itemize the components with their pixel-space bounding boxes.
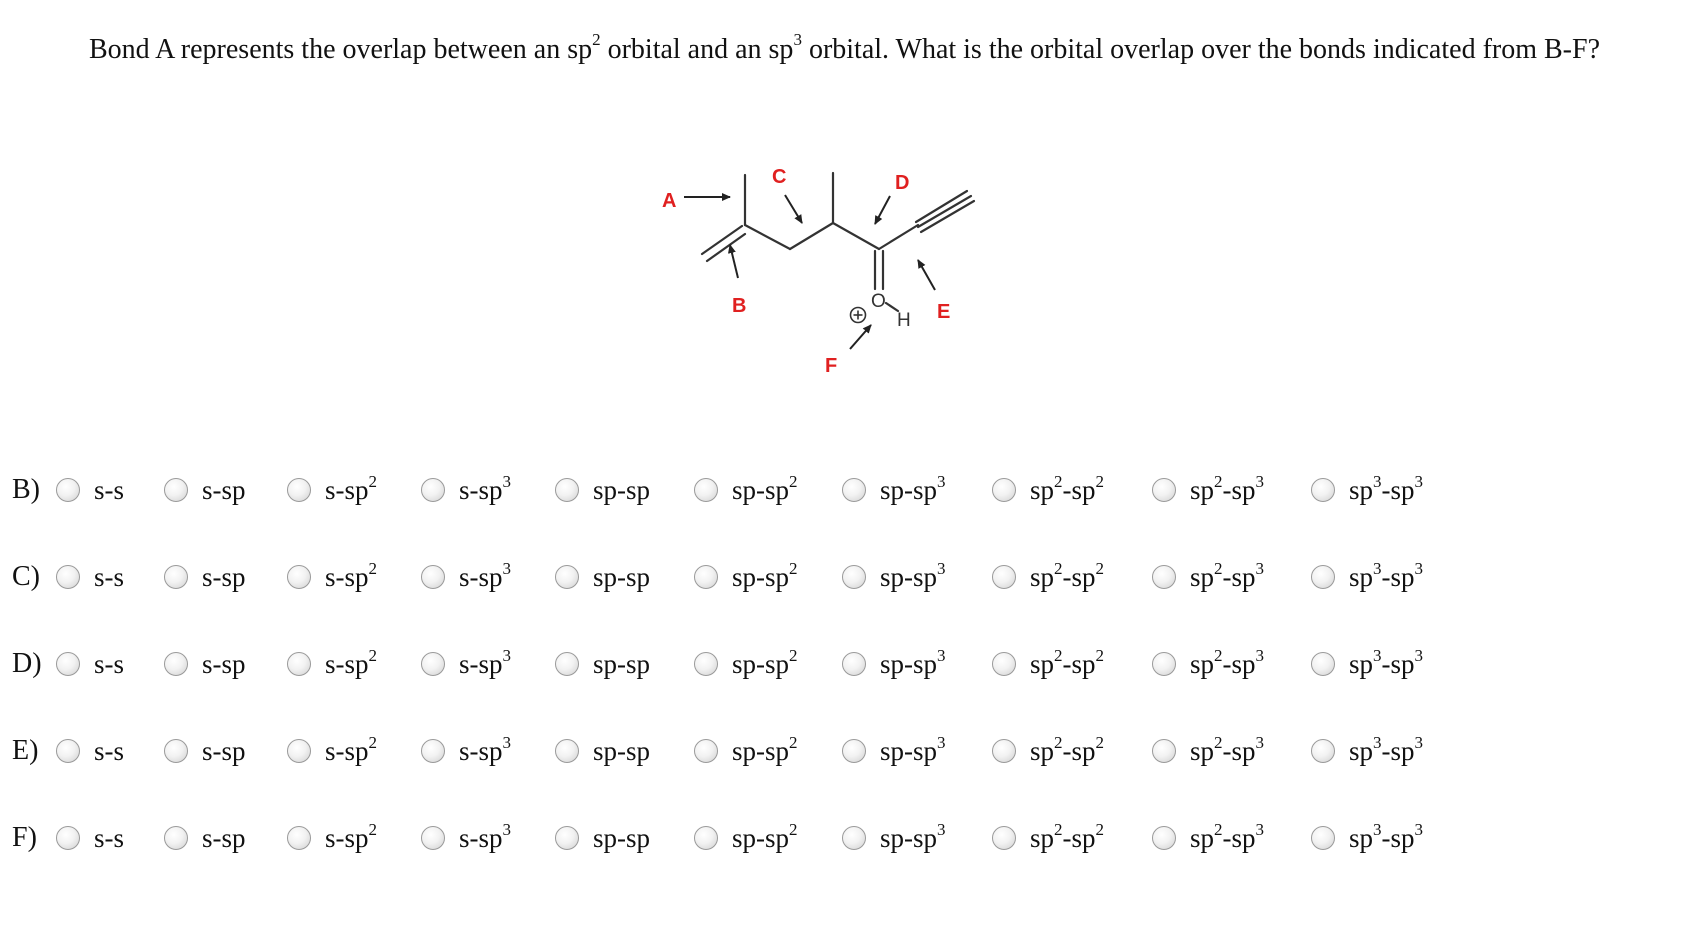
label-a: A [662,190,677,212]
answer-option[interactable] [992,470,1104,510]
radio-button[interactable] [1311,565,1335,589]
option-label: $sp-sp^3$ [880,558,946,592]
radio-button[interactable] [421,739,445,763]
radio-button[interactable] [842,739,866,763]
chain-bond-c4-c5 [833,223,879,249]
chain-bond-c5-c6 [879,225,918,249]
answer-option[interactable] [842,644,946,684]
radio-button[interactable] [287,652,311,676]
option-label: $sp-sp^2$ [732,471,798,505]
radio-button[interactable] [992,478,1016,502]
option-label: $sp^2-sp^3$ [1190,732,1265,766]
answer-option[interactable] [842,557,946,597]
radio-button[interactable] [421,565,445,589]
radio-button[interactable] [694,739,718,763]
chain-bond-c2-c3 [745,225,790,249]
option-label: $sp^3-sp^3$ [1349,732,1424,766]
option-label: $sp^2-sp^2$ [1030,558,1105,592]
radio-button[interactable] [1152,565,1176,589]
answer-row [12,818,1512,858]
answer-option[interactable] [287,644,377,684]
answer-option[interactable] [1152,557,1264,597]
row-label: B) [12,474,40,505]
option-label: $s-sp^3$ [459,819,512,853]
arrow-f [850,325,871,349]
answer-option[interactable] [842,731,946,771]
option-label: s-s [94,735,125,766]
radio-button[interactable] [992,739,1016,763]
option-label: $sp^2-sp^3$ [1190,819,1265,853]
chain-bond-c3-c4 [790,223,833,249]
option-label: $s-sp^2$ [325,558,378,592]
radio-button[interactable] [992,826,1016,850]
molecule-diagram [662,165,1090,425]
radio-button[interactable] [164,652,188,676]
option-label: $s-sp^3$ [459,471,512,505]
option-label: $sp^2-sp^2$ [1030,732,1105,766]
answer-option[interactable] [1152,818,1264,858]
answer-option[interactable] [287,557,377,597]
answer-option[interactable] [555,731,650,771]
option-label: $s-sp^3$ [459,645,512,679]
answer-option[interactable] [1311,557,1423,597]
radio-button[interactable] [56,565,80,589]
radio-button[interactable] [694,478,718,502]
answer-option[interactable] [555,470,650,510]
label-c: C [772,166,787,188]
answer-option[interactable] [1311,644,1423,684]
answer-option[interactable] [555,557,650,597]
option-label: $s-sp^2$ [325,471,378,505]
answer-option[interactable] [164,557,246,597]
radio-button[interactable] [164,826,188,850]
option-label: s-sp [202,561,246,592]
positive-charge-icon [851,308,866,323]
answer-option[interactable] [421,557,511,597]
option-label: s-sp [202,474,246,505]
radio-button[interactable] [56,478,80,502]
answer-option[interactable] [421,818,511,858]
row-label: F) [12,822,37,853]
option-label: $sp-sp^3$ [880,819,946,853]
radio-button[interactable] [164,478,188,502]
label-d: D [895,172,910,194]
option-label: $s-sp^3$ [459,558,512,592]
answer-option[interactable] [992,818,1104,858]
radio-button[interactable] [555,739,579,763]
radio-button[interactable] [421,826,445,850]
radio-button[interactable] [1152,478,1176,502]
option-label: $sp^2-sp^2$ [1030,645,1105,679]
option-label: $sp^2-sp^3$ [1190,471,1265,505]
option-label: $sp^2-sp^2$ [1030,819,1105,853]
option-label: sp-sp [593,822,651,853]
radio-button[interactable] [1311,739,1335,763]
answer-option[interactable] [1311,818,1423,858]
triple-bond-line3 [921,201,974,232]
answer-option[interactable] [694,557,798,597]
row-label: D) [12,648,42,679]
radio-button[interactable] [56,739,80,763]
radio-button[interactable] [1152,826,1176,850]
option-label: $sp-sp^3$ [880,471,946,505]
radio-button[interactable] [842,826,866,850]
option-label: $sp^2-sp^3$ [1190,645,1265,679]
answer-option[interactable] [56,731,124,771]
option-label: $sp-sp^2$ [732,645,798,679]
answer-option[interactable] [1152,731,1264,771]
option-label: $s-sp^2$ [325,819,378,853]
row-label: C) [12,561,40,592]
answer-option[interactable] [56,557,124,597]
answer-option[interactable] [1152,644,1264,684]
answer-option[interactable] [287,731,377,771]
option-label: sp-sp [593,474,651,505]
answer-option[interactable] [287,818,377,858]
option-label: $sp-sp^3$ [880,645,946,679]
option-label: s-sp [202,735,246,766]
label-e: E [937,301,951,323]
label-f: F [825,355,838,377]
answer-option[interactable] [56,644,124,684]
answer-row [12,470,1512,510]
radio-button[interactable] [992,652,1016,676]
option-label: $sp-sp^2$ [732,558,798,592]
option-label: s-sp [202,648,246,679]
answer-option[interactable] [1311,470,1423,510]
option-label: $sp^2-sp^3$ [1190,558,1265,592]
radio-button[interactable] [421,478,445,502]
radio-button[interactable] [992,565,1016,589]
answer-option[interactable] [992,731,1104,771]
radio-button[interactable] [287,478,311,502]
option-label: s-s [94,822,125,853]
answer-option[interactable] [694,644,798,684]
answer-option[interactable] [555,644,650,684]
row-label: E) [12,735,39,766]
radio-button[interactable] [555,565,579,589]
radio-button[interactable] [287,739,311,763]
option-label: $sp-sp^3$ [880,732,946,766]
radio-button[interactable] [56,652,80,676]
radio-button[interactable] [421,652,445,676]
answer-option[interactable] [694,470,798,510]
answer-option[interactable] [56,470,124,510]
label-oxygen: O [871,291,886,312]
answer-option[interactable] [421,731,511,771]
radio-button[interactable] [287,565,311,589]
radio-button[interactable] [1311,478,1335,502]
answer-row [12,644,1512,684]
answer-option[interactable] [421,470,511,510]
answer-option[interactable] [555,818,650,858]
option-label: sp-sp [593,735,651,766]
option-label: s-s [94,474,125,505]
answer-option[interactable] [694,731,798,771]
arrow-d [875,196,890,224]
answer-option[interactable] [421,644,511,684]
option-label: $s-sp^2$ [325,645,378,679]
option-label: $sp-sp^2$ [732,732,798,766]
answer-option[interactable] [164,818,246,858]
radio-button[interactable] [1152,739,1176,763]
radio-button[interactable] [694,826,718,850]
radio-button[interactable] [694,565,718,589]
radio-button[interactable] [842,565,866,589]
answer-option[interactable] [164,644,246,684]
option-label: $s-sp^2$ [325,732,378,766]
triple-bond-line1 [916,191,967,222]
answer-option[interactable] [842,470,946,510]
radio-button[interactable] [555,826,579,850]
answer-option[interactable] [694,818,798,858]
arrow-e [918,260,935,290]
option-label: s-s [94,648,125,679]
radio-button[interactable] [842,478,866,502]
option-label: sp-sp [593,561,651,592]
option-label: $sp^3-sp^3$ [1349,471,1424,505]
answer-option[interactable] [56,818,124,858]
question-text: Bond A represents the overlap between an $sp^2$ orbital and an $sp^3$ orbital. What is the orbital overlap over the bonds indicated from B-F? [89,30,1600,65]
radio-button[interactable] [164,565,188,589]
radio-button[interactable] [287,826,311,850]
radio-button[interactable] [555,652,579,676]
radio-button[interactable] [56,826,80,850]
answer-option[interactable] [287,470,377,510]
answer-option[interactable] [1152,470,1264,510]
option-label: $sp^3-sp^3$ [1349,558,1424,592]
option-label: $sp^3-sp^3$ [1349,819,1424,853]
radio-button[interactable] [694,652,718,676]
label-hydrogen: H [897,310,911,331]
answer-option[interactable] [164,470,246,510]
label-b: B [732,295,747,317]
answer-option[interactable] [842,818,946,858]
option-label: $sp^2-sp^2$ [1030,471,1105,505]
answer-option[interactable] [992,557,1104,597]
option-label: $s-sp^3$ [459,732,512,766]
radio-button[interactable] [842,652,866,676]
radio-button[interactable] [164,739,188,763]
arrow-c [785,195,802,223]
option-label: sp-sp [593,648,651,679]
answer-row [12,557,1512,597]
option-label: $sp-sp^2$ [732,819,798,853]
triple-bond-line2 [918,196,971,227]
radio-button[interactable] [555,478,579,502]
radio-button[interactable] [1152,652,1176,676]
answer-option[interactable] [992,644,1104,684]
answer-option[interactable] [1311,731,1423,771]
radio-button[interactable] [1311,826,1335,850]
radio-button[interactable] [1311,652,1335,676]
arrow-b [730,245,738,278]
option-label: s-s [94,561,125,592]
option-label: $sp^3-sp^3$ [1349,645,1424,679]
answer-option[interactable] [164,731,246,771]
answer-row [12,731,1512,771]
option-label: s-sp [202,822,246,853]
